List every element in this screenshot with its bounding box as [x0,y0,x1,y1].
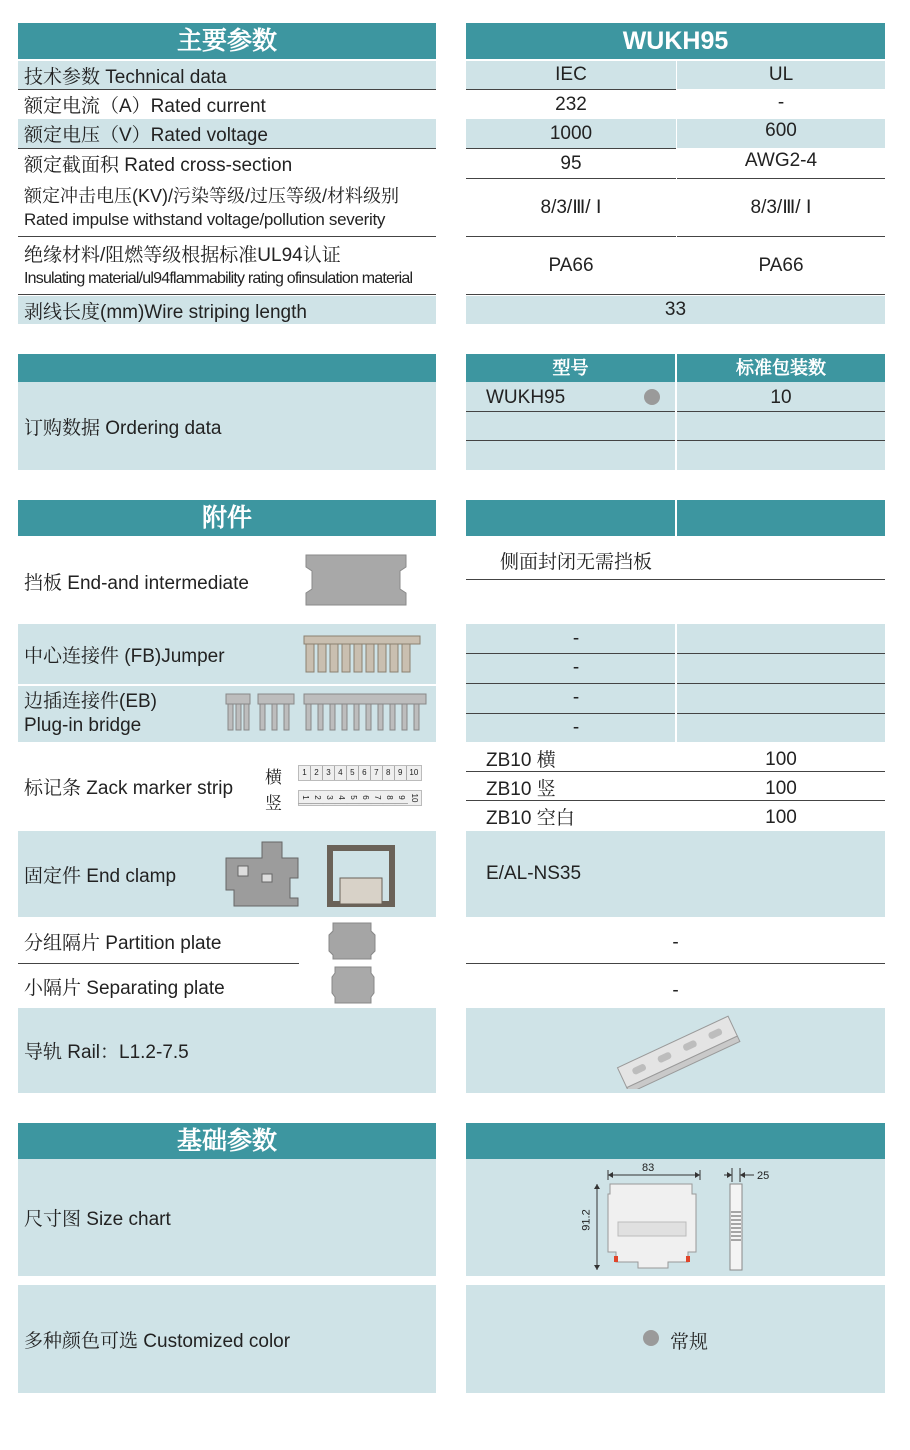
end-clamp-label: 固定件 End clamp [24,865,177,887]
ul-header: UL [768,64,794,85]
accessories-header: 附件 [18,500,436,536]
partition-plate-image [327,921,377,961]
din-rail-image [612,1013,742,1089]
column-separator [675,382,677,470]
divider [466,579,885,580]
marker-strip-number: 10 [409,768,419,777]
marker-strip-number: 2 [311,766,323,780]
marker-strip-number: 5 [346,792,360,804]
height-dimension-line [592,1182,602,1272]
custom-color-label: 多种颜色可选 Customized color [24,1330,291,1352]
bridge-label [24,690,157,738]
marker-strip-number: 10 [409,793,419,803]
marker-strip-number: 3 [323,766,335,780]
marker-strip-number: 5 [347,766,359,780]
divider [677,178,885,179]
ordering-qty-value: 10 [770,387,792,408]
marker-strip-number: 4 [335,766,347,780]
height-dimension-label: 91.2 [580,1209,593,1231]
separating-plate-value: - [672,980,679,1001]
accessories-right-header [466,500,675,536]
standard-color-value: 常规 [670,1332,709,1353]
separating-plate-image [331,965,375,1005]
marker-model-3: ZB10 空白 [486,807,575,829]
rated-voltage-label: 额定电压（V）Rated voltage [24,125,268,146]
bridge-label-en: Plug-in bridge [24,715,142,736]
end-clamp-value: E/AL-NS35 [486,863,582,884]
end-plate-value: 侧面封闭无需挡板 [499,551,652,573]
marker-strip-number: 1 [299,766,311,780]
marker-strip-number: 8 [383,766,395,780]
impulse-voltage-label-en: Rated impulse withstand voltage/pollution severity [24,210,386,229]
jumper-value-1: - [572,628,580,649]
marker-strip-number: 1 [298,792,312,804]
bridge-value-2: - [572,717,580,738]
divider [466,963,885,964]
marker-vertical-label: 竖 [265,794,282,813]
marker-qty-3: 100 [765,807,797,828]
marker-qty-2: 100 [765,778,797,799]
ordering-qty-header: 标准包装数 [677,354,885,382]
divider [18,89,436,90]
ul-insulation: PA66 [758,255,804,276]
marker-strip-vertical [298,790,422,806]
iec-cross-section: 95 [560,152,582,174]
ordering-header-bar [18,354,436,382]
marker-strip-number: 2 [310,792,324,804]
cross-section-label: 额定截面积 Rated cross-section [24,155,293,176]
iec-impulse: 8/3/Ⅲ/ Ⅰ [540,197,602,218]
ordering-model-value: WUKH95 [486,387,566,408]
strip-length-value: 33 [664,299,687,320]
marker-strip-number: 3 [322,792,336,804]
marker-strip-label: 标记条 Zack marker strip [24,777,234,799]
rated-current-label: 额定电流（A）Rated current [24,96,266,117]
divider [466,236,676,237]
bridge-label-cn: 边插连接件(EB) [24,691,158,712]
marker-model-2: ZB10 竖 [486,778,556,800]
width-dimension-line [606,1170,702,1180]
ul-rated-current: - [777,91,785,113]
divider [466,89,676,90]
iec-rated-voltage: 1000 [549,122,593,144]
terminal-side-view [728,1182,744,1272]
iec-rated-current: 232 [555,93,587,115]
iec-insulation: PA66 [548,255,594,276]
width-dimension-label: 83 [642,1162,655,1174]
divider [466,148,676,149]
marker-strip-number: 9 [395,766,407,780]
separating-plate-label: 小隔片 Separating plate [24,977,225,999]
jumper-value-2: - [572,657,580,678]
marker-strip-number: 6 [358,792,372,804]
plug-in-bridge-image [224,692,430,734]
marker-strip-number: 6 [359,766,371,780]
marker-strip-number: 7 [371,766,383,780]
column-separator [675,624,677,742]
partition-plate-value: - [672,932,679,953]
end-plate-label: 挡板 End-and intermediate [24,572,249,594]
technical-data-label: 技术参数 Technical data [24,66,227,88]
size-chart-label: 尺寸图 Size chart [24,1209,171,1230]
insulation-label [24,244,439,290]
depth-dimension-label: 25 [757,1170,770,1182]
model-header: WUKH95 [466,23,885,59]
marker-strip-number: 7 [370,792,384,804]
ul-rated-voltage: 600 [765,119,797,141]
marker-strip-number: 8 [382,792,396,804]
end-clamp-image [222,838,402,910]
marker-qty-1: 100 [765,749,797,770]
impulse-voltage-label [24,185,439,231]
ordering-label: 订购数据 Ordering data [24,417,222,439]
gray-color-dot [644,389,660,405]
divider [18,294,436,295]
iec-header: IEC [555,64,587,85]
basic-right-header [466,1123,885,1159]
jumper-label: 中心连接件 (FB)Jumper [24,645,225,667]
terminal-front-view [604,1182,700,1270]
marker-horizontal-label: 横 [265,768,282,787]
marker-strip-number: 9 [394,792,408,804]
marker-model-1: ZB10 横 [486,749,556,771]
basic-params-header: 基础参数 [18,1123,436,1159]
divider [466,294,885,295]
insulation-label-cn: 绝缘材料/阻燃等级根据标准UL94认证 [24,245,341,266]
divider [677,236,885,237]
ul-impulse: 8/3/Ⅲ/ Ⅰ [750,197,812,218]
accessories-right-header [677,500,885,536]
divider [466,771,885,772]
divider [18,963,299,964]
depth-dimension-line [722,1168,756,1182]
main-params-header: 主要参数 [18,23,436,59]
jumper-image [302,634,422,674]
partition-plate-label: 分组隔片 Partition plate [24,932,222,954]
ordering-model-header: 型号 [466,354,675,382]
marker-strip-horizontal [298,765,422,781]
strip-length-label: 剥线长度(mm)Wire striping length [24,301,307,323]
impulse-voltage-label-cn: 额定冲击电压(KV)/污染等级/过压等级/材料级别 [24,186,400,206]
end-plate-image [302,553,410,607]
bridge-value-1: - [572,687,580,708]
rail-label: 导轨 Rail：L1.2-7.5 [24,1042,189,1063]
divider [18,148,436,149]
standard-color-dot [643,1330,659,1346]
ul-cross-section: AWG2-4 [744,149,818,171]
divider [466,800,885,801]
insulation-label-en: Insulating material/ul94flammability rating ofinsulation material [24,270,413,287]
divider [18,236,436,237]
divider [466,178,676,179]
marker-strip-number: 4 [334,792,348,804]
